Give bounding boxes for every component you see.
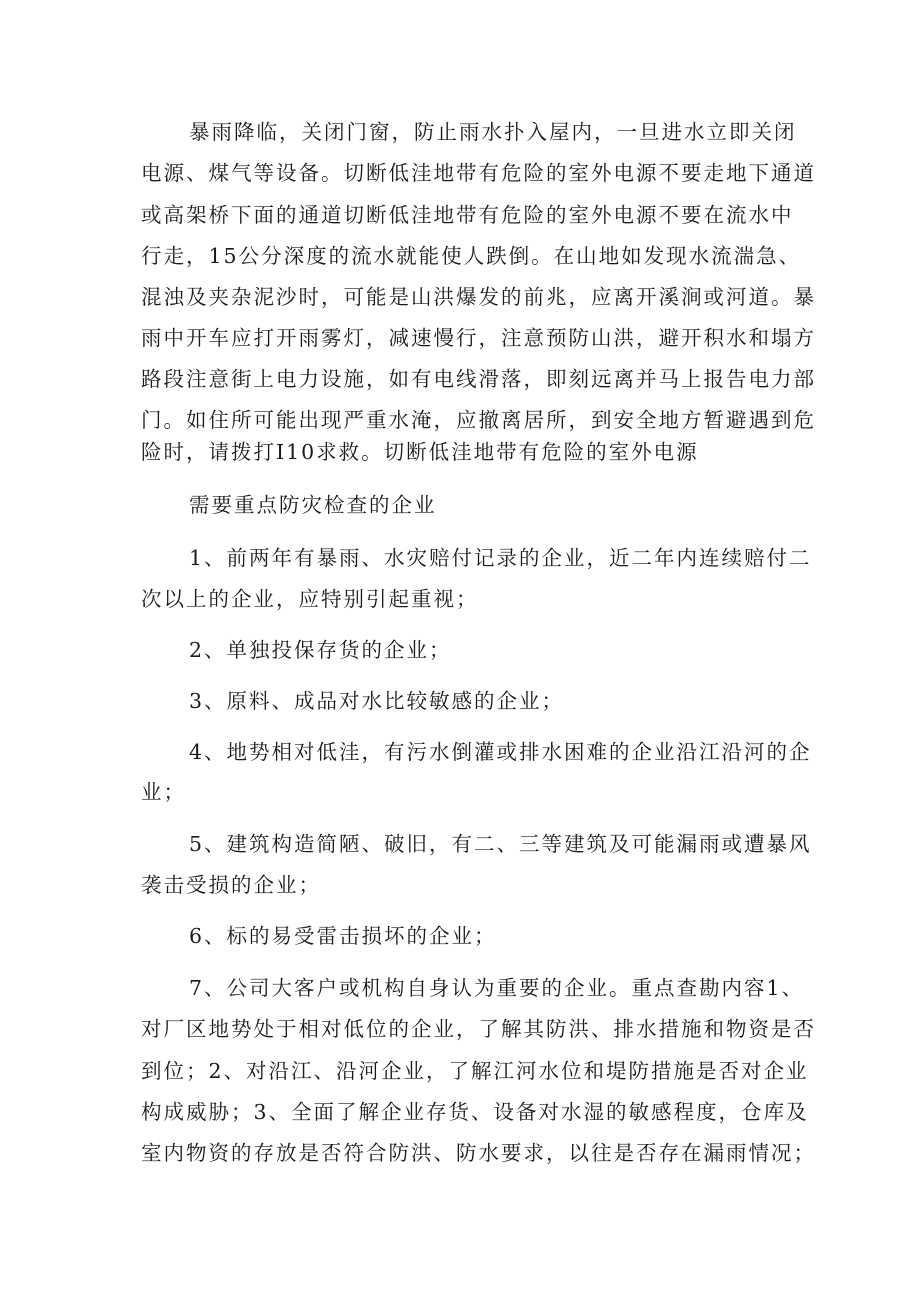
list-item-4-line-2: 业； bbox=[141, 780, 186, 804]
paragraph-1-line-5: 混浊及夹杂泥沙时，可能是山洪爆发的前兆，应离开溪涧或河道。暴 bbox=[141, 285, 816, 309]
list-item-2: 2、单独投保存货的企业； bbox=[189, 638, 452, 662]
paragraph-1-line-3: 或高架桥下面的通道切断低洼地带有危险的室外电源不要在流水中 bbox=[141, 203, 794, 227]
paragraph-1-line-9: 险时，请拨打I10求救。切断低洼地带有危险的室外电源 bbox=[141, 440, 699, 464]
list-item-6: 6、标的易受雷击损坏的企业； bbox=[189, 924, 497, 948]
list-item-7-line-5: 室内物资的存放是否符合防洪、防水要求，以往是否存在漏雨情况； bbox=[141, 1141, 816, 1165]
paragraph-1-line-6: 雨中开车应打开雨雾灯，减速慢行，注意预防山洪，避开积水和塌方 bbox=[141, 326, 816, 350]
list-item-1-line-1: 1、前两年有暴雨、水灾赔付记录的企业，近二年内连续赔付二 bbox=[189, 546, 812, 570]
list-item-7-line-3: 到位；2、对沿江、沿河企业，了解江河水位和堤防措施是否对企业 bbox=[141, 1059, 809, 1083]
list-item-1-line-2: 次以上的企业，应特别引起重视； bbox=[141, 587, 479, 611]
list-item-3: 3、原料、成品对水比较敏感的企业； bbox=[189, 689, 565, 713]
paragraph-1-line-7: 路段注意街上电力设施，如有电线滑落，即刻远离并马上报告电力部 bbox=[141, 367, 816, 391]
list-item-5-line-1: 5、建筑构造简陋、破旧，有二、三等建筑及可能漏雨或遭暴风 bbox=[189, 832, 812, 856]
paragraph-1-line-2: 电源、煤气等设备。切断低洼地带有危险的室外电源不要走地下通道 bbox=[141, 161, 816, 185]
list-item-4-line-1: 4、地势相对低洼，有污水倒灌或排水困难的企业沿江沿河的企 bbox=[189, 740, 812, 764]
paragraph-1-line-1: 暴雨降临，关闭门窗，防止雨水扑入屋内，一旦进水立即关闭 bbox=[189, 120, 797, 144]
section-heading: 需要重点防灾检查的企业 bbox=[189, 493, 437, 517]
list-item-7-line-1: 7、公司大客户或机构自身认为重要的企业。重点查勘内容1、 bbox=[189, 976, 805, 1000]
list-item-7-line-2: 对厂区地势处于相对低位的企业，了解其防洪、排水措施和物资是否 bbox=[141, 1017, 816, 1041]
paragraph-1-line-8: 门。如住所可能出现严重水淹，应撤离居所，到安全地方暂避遇到危 bbox=[141, 408, 816, 432]
paragraph-1-line-4: 行走，15公分深度的流水就能使人跌倒。在山地如发现水流湍急、 bbox=[141, 244, 802, 268]
list-item-7-line-4: 构成威胁；3、全面了解企业存货、设备对水湿的敏感程度，仓库及 bbox=[141, 1100, 809, 1124]
list-item-5-line-2: 袭击受损的企业； bbox=[141, 873, 321, 897]
